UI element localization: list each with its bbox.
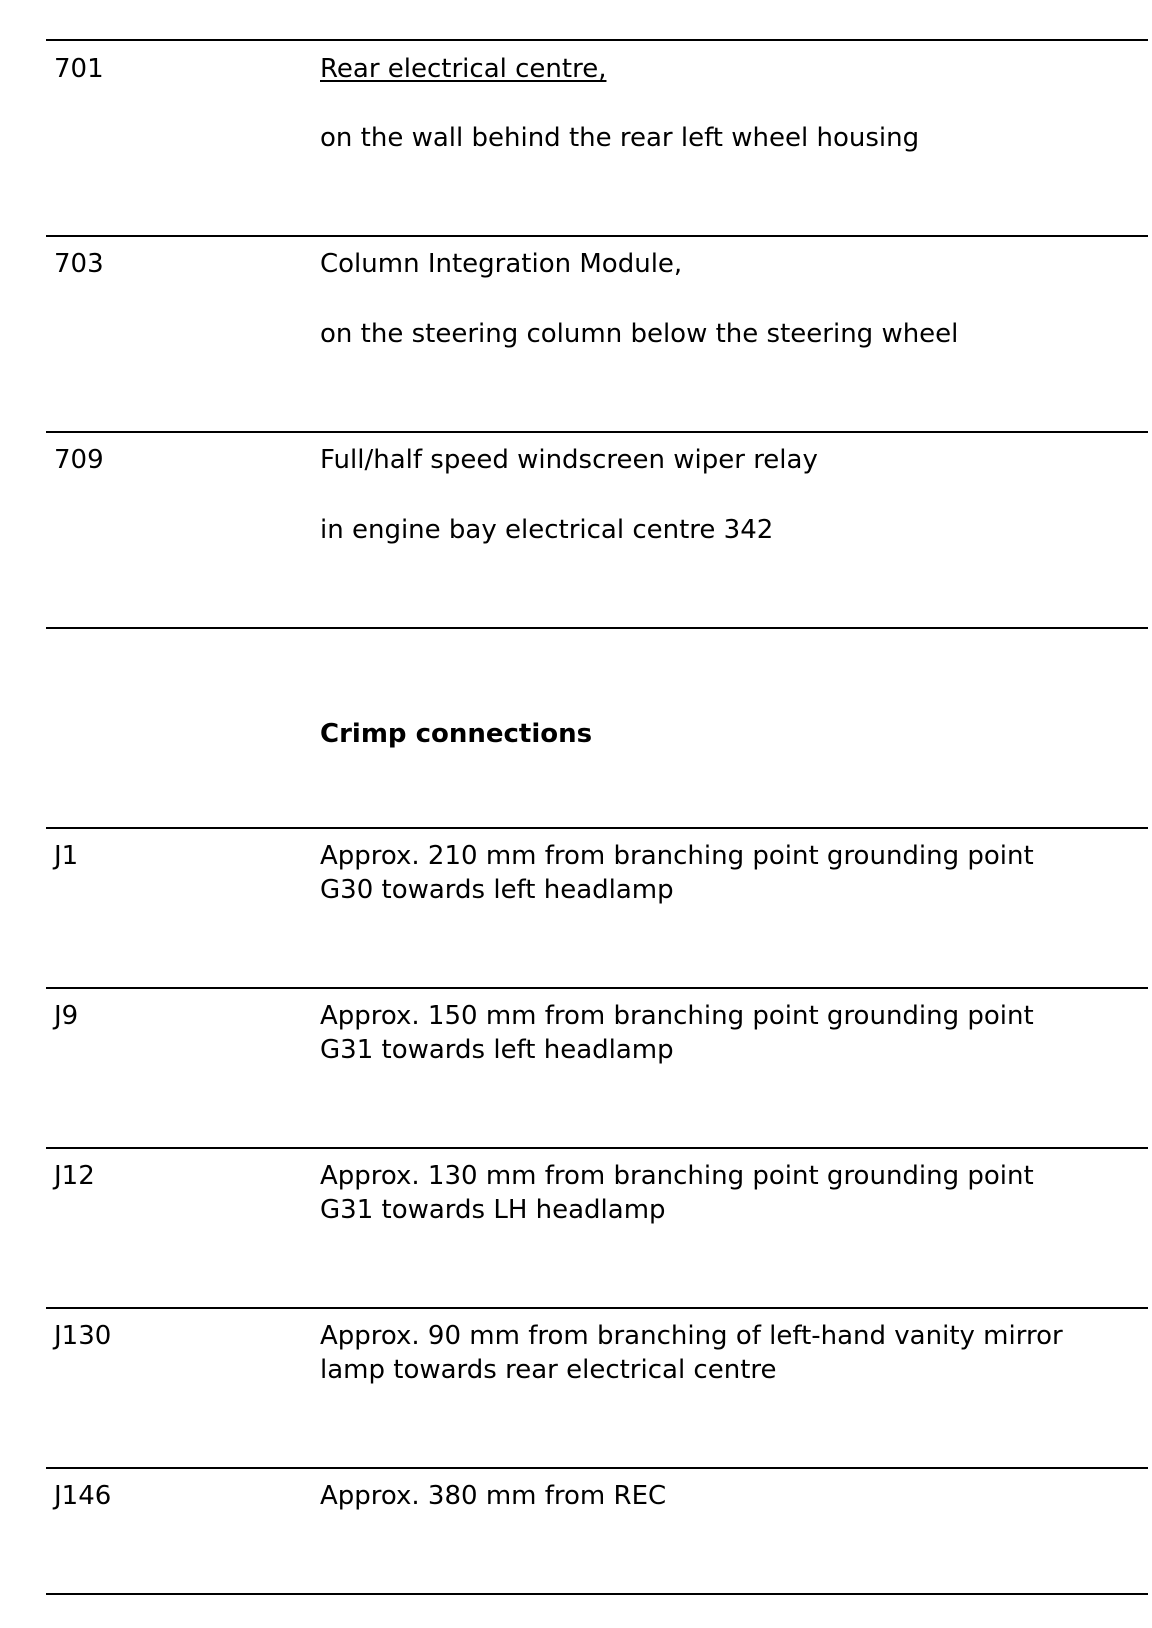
component-name: Full/half speed windscreen wiper relay <box>320 445 818 475</box>
connection-code: J130 <box>54 1321 112 1351</box>
component-name: Column Integration Module, <box>320 249 683 279</box>
row-divider <box>46 987 1148 989</box>
connection-description-line2: G31 towards left headlamp <box>320 1035 674 1065</box>
component-code: 703 <box>54 249 104 279</box>
component-name: Rear electrical centre, <box>320 54 607 84</box>
connection-description-line1: Approx. 130 mm from branching point grounding point <box>320 1161 1034 1191</box>
connection-description-line1: Approx. 380 mm from REC <box>320 1481 667 1511</box>
row-divider <box>46 1593 1148 1595</box>
connection-code: J1 <box>54 841 79 871</box>
row-divider <box>46 1147 1148 1149</box>
row-divider <box>46 431 1148 433</box>
connection-description-line2: lamp towards rear electrical centre <box>320 1355 777 1385</box>
row-divider <box>46 235 1148 237</box>
component-code: 709 <box>54 445 104 475</box>
connection-code: J9 <box>54 1001 79 1031</box>
row-divider <box>46 1467 1148 1469</box>
connection-description-line2: G31 towards LH headlamp <box>320 1195 666 1225</box>
row-divider <box>46 39 1148 41</box>
connection-description-line1: Approx. 150 mm from branching point grounding point <box>320 1001 1034 1031</box>
component-code: 701 <box>54 54 104 84</box>
row-divider <box>46 627 1148 629</box>
connection-description-line1: Approx. 90 mm from branching of left-hand vanity mirror <box>320 1321 1063 1351</box>
row-divider <box>46 1307 1148 1309</box>
section-heading: Crimp connections <box>320 719 593 749</box>
connection-code: J12 <box>54 1161 95 1191</box>
component-location: in engine bay electrical centre 342 <box>320 515 774 545</box>
component-location: on the wall behind the rear left wheel housing <box>320 123 920 153</box>
connection-description-line1: Approx. 210 mm from branching point grounding point <box>320 841 1034 871</box>
row-divider <box>46 827 1148 829</box>
connection-code: J146 <box>54 1481 112 1511</box>
connection-description-line2: G30 towards left headlamp <box>320 875 674 905</box>
component-location: on the steering column below the steering wheel <box>320 319 959 349</box>
